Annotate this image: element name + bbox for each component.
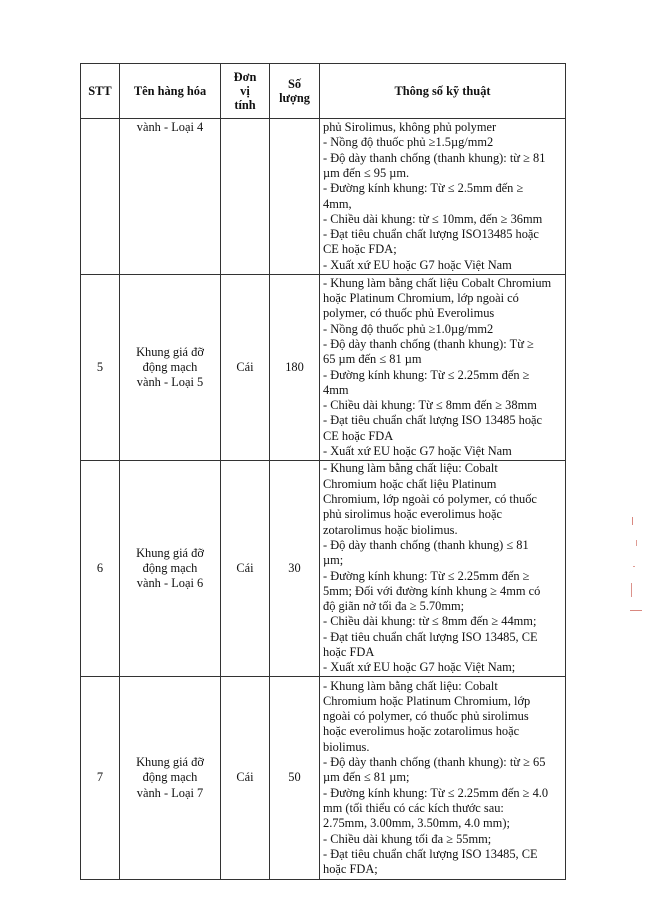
row-stt xyxy=(81,119,120,275)
header-quantity: Số lượng xyxy=(270,64,320,119)
header-stt: STT xyxy=(81,64,120,119)
specification-table xyxy=(80,63,566,880)
row-item-name: Khung giá đỡ động mạch vành - Loại 7 xyxy=(120,677,221,880)
table-header-row xyxy=(81,64,566,119)
table-row xyxy=(81,275,566,461)
table-row xyxy=(81,677,566,880)
row-unit: Cái xyxy=(221,461,270,677)
row-stt: 6 xyxy=(81,461,120,677)
row-spec: - Khung làm bằng chất liệu: Cobalt Chromium hoặc chất liệu Platinum Chromium, lớp ngoài có polymer, có thuốc phủ sirolimus hoặc everolimus hoặc zotarolimus hoặc biolimus. - Độ dày thanh chống (thanh khung) ≤ 81 µm; - Đường kính khung: Từ ≤ 2.25mm đến ≥ 5mm; Đối với đường kính khung ≥ 4mm có độ giãn nở tối đa ≥ 5.70mm; - Chiều dài khung: từ ≤ 8mm đến ≥ 44mm; - Đạt tiêu chuẩn chất lượng ISO 13485, CE hoặc FDA - Xuất xứ EU hoặc G7 hoặc Việt Nam; xyxy=(320,461,566,677)
row-stt: 5 xyxy=(81,275,120,461)
row-quantity: 180 xyxy=(270,275,320,461)
header-spec: Thông số kỹ thuật xyxy=(320,64,566,119)
row-stt: 7 xyxy=(81,677,120,880)
row-spec: phủ Sirolimus, không phủ polymer - Nồng độ thuốc phủ ≥1.5µg/mm2 - Độ dày thanh chống (thanh khung): từ ≥ 81 µm đến ≤ 95 µm. - Đường kính khung: Từ ≤ 2.5mm đến ≥ 4mm, - Chiều dài khung: từ ≤ 10mm, đến ≥ 36mm - Đạt tiêu chuẩn chất lượng ISO13485 hoặc CE hoặc FDA; - Xuất xứ EU hoặc G7 hoặc Việt Nam xyxy=(320,119,566,275)
row-item-name: Khung giá đỡ động mạch vành - Loại 6 xyxy=(120,461,221,677)
row-quantity xyxy=(270,119,320,275)
row-unit: Cái xyxy=(221,275,270,461)
row-item-name: Khung giá đỡ động mạch vành - Loại 5 xyxy=(120,275,221,461)
row-unit xyxy=(221,119,270,275)
table-row xyxy=(81,461,566,677)
row-quantity: 50 xyxy=(270,677,320,880)
row-item-name: vành - Loại 4 xyxy=(120,119,221,275)
row-unit: Cái xyxy=(221,677,270,880)
header-unit: Đơn vị tính xyxy=(221,64,270,119)
table-row xyxy=(81,119,566,275)
row-spec: - Khung làm bằng chất liệu Cobalt Chromium hoặc Platinum Chromium, lớp ngoài có polymer, có thuốc phủ Everolimus - Nồng độ thuốc phủ ≥1.0µg/mm2 - Độ dày thanh chống (thanh khung): Từ ≥ 65 µm đến ≤ 81 µm - Đường kính khung: Từ ≤ 2.25mm đến ≥ 4mm - Chiều dài khung: Từ ≤ 8mm đến ≥ 38mm - Đạt tiêu chuẩn chất lượng ISO 13485 hoặc CE hoặc FDA - Xuất xứ EU hoặc G7 hoặc Việt Nam xyxy=(320,275,566,461)
row-quantity: 30 xyxy=(270,461,320,677)
header-item-name: Tên hàng hóa xyxy=(120,64,221,119)
row-spec: - Khung làm bằng chất liệu: Cobalt Chromium hoặc Platinum Chromium, lớp ngoài có polymer, có thuốc phủ sirolimus hoặc everolimus hoặc zotarolimus hoặc biolimus. - Độ dày thanh chống (thanh khung): từ ≥ 65 µm đến ≤ 81 µm; - Đường kính khung: Từ ≤ 2.25mm đến ≥ 4.0 mm (tối thiểu có các kích thước sau: 2.75mm, 3.00mm, 3.50mm, 4.0 mm); - Chiều dài khung tối đa ≥ 55mm; - Đạt tiêu chuẩn chất lượng ISO 13485, CE hoặc FDA; xyxy=(320,677,566,880)
